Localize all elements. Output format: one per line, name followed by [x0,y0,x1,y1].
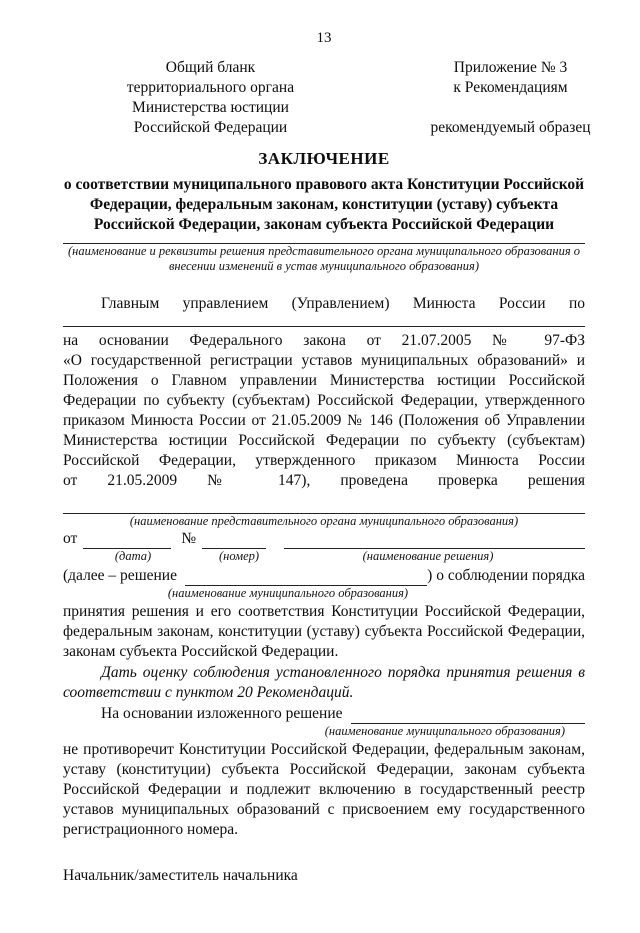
document-title: ЗАКЛЮЧЕНИЕ [258,149,390,168]
text-line: о соответствии муниципального правового акта Конституции Российской [63,176,585,193]
text-line: Дать оценку соблюдения установленного порядка принятия решения в [101,664,585,681]
decision-name-field [284,531,585,549]
authority-name-field [63,314,585,327]
issuing-org-block [63,58,358,138]
text-line: внесении изменений в устав муниципального образования) [169,259,479,273]
number-caption: (номер) [218,549,260,563]
representative-body-caption: (наименование представительного органа муниципального образования) [129,514,519,528]
text-line: регистрационного номера. [63,821,238,838]
text-line: Российской Федерации и подлежит включению в государственный реестр [63,781,585,798]
document-page [0,28,640,886]
text-line: Российской Федерации [133,119,288,136]
date-caption: (дата) [114,549,152,563]
decision-requisites-caption [63,244,585,274]
decision-ref-row [63,529,585,549]
municipal-name-field [185,568,427,586]
text-line: уставу (конституции) субъекта Российской Федерации, законам субъекта [63,761,585,778]
text-line: Федерации, федеральным законам, конституции (уставу) субъекта [89,196,559,213]
text-line: федеральным законам, конституции (уставу) субъекта Российской Федерации, [63,623,585,640]
text-line: Федерации по субъекту (субъектам) Российской Федерации, утвержденного [63,392,585,409]
number-field [202,531,266,549]
based-on-label: На основании изложенного решение [101,705,343,722]
hereinafter-row [63,566,585,586]
compliance-paragraph [63,602,585,662]
hereinafter-prefix: (далее – решение [63,567,177,584]
municipal-name-caption-2: (наименование муниципального образования) [324,724,565,738]
text-line: к Рекомендациям [453,79,568,96]
decision-ref-captions [63,549,585,564]
municipal-name-field-2 [351,706,585,724]
text-line: Главным управлением (Управлением) Минюста России по [101,295,585,312]
spacer [63,549,89,564]
text-line: Приложение № 3 [453,59,568,76]
text-line: Министерства юстиции Российской Федерации по субъекту (субъектам) [63,432,585,449]
page-number: 13 [316,30,332,46]
document-header [63,58,591,138]
text-line: Российской Федерации, законам субъекта Российской Федерации [93,216,555,233]
decision-name-caption: (наименование решения) [362,549,494,563]
text-line: приказом Минюста России от 21.05.2009 № 146 (Положения об Управлении [63,412,585,429]
appendix-block [418,58,603,138]
text-line: не противоречит Конституции Российской Федерации, федеральным законам, [63,741,585,758]
recommended-sample-label: рекомендуемый образец [430,119,591,136]
text-line: территориального органа [126,79,295,96]
document-subtitle [63,175,585,235]
text-line: на основании Федерального закона от 21.07.2005 № 97-ФЗ [63,332,585,349]
text-line: (наименование и реквизиты решения представительного органа муниципального образования о [67,244,581,258]
conclusion-paragraph [63,740,585,840]
spacer [177,549,207,564]
hereinafter-suffix: ) о соблюдении порядка [427,567,585,584]
text-line: Российской Федерации, утвержденного приказом Минюста России [63,452,585,469]
text-line: Положения о Главном управлении Министерства юстиции Российской [63,372,585,389]
representative-body-field [63,499,585,514]
instruction-paragraph [63,663,585,703]
intro-paragraph [63,294,585,314]
text-line: соответствии с пунктом 20 Рекомендаций. [63,684,354,701]
date-field [83,531,171,549]
number-sign-label: № [181,530,197,547]
legal-basis-paragraph [63,331,585,491]
text-line: Министерства юстиции [132,99,289,116]
based-on-row [63,704,585,724]
from-label: от [63,530,78,547]
municipal-name-caption: (наименование муниципального образования) [167,586,409,600]
decision-requisites-field [63,235,585,244]
signature-title-line: Начальник/заместитель начальника [63,867,298,884]
text-line: законам субъекта Российской Федерации. [63,643,339,660]
text-line: принятия решения и его соответствия Конституции Российской Федерации, [63,603,585,620]
text-line: уставов муниципальных образований с присвоением ему государственного [63,801,585,818]
appendix-lines [418,58,603,98]
text-line: Общий бланк [165,59,256,76]
text-line: от 21.05.2009 № 147), проведена проверка решения [63,472,585,489]
text-line: «О государственной регистрации уставов муниципальных образований» и [63,352,585,369]
